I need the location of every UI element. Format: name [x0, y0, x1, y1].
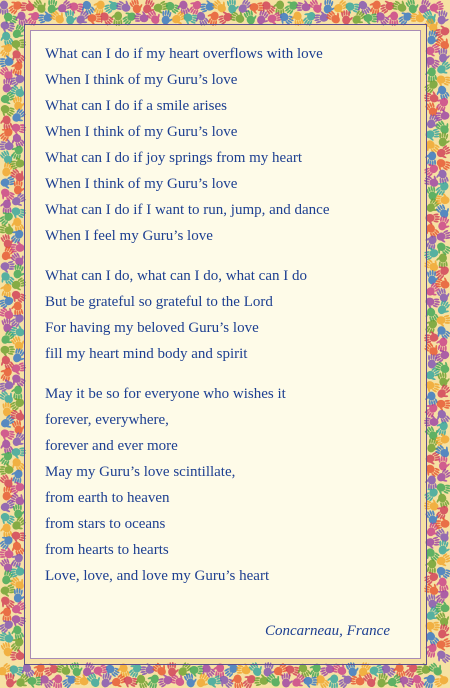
handprint-icon	[0, 0, 9, 14]
handprint-icon	[27, 676, 42, 688]
poem-location: Concarneau, France	[265, 623, 390, 639]
poem-line: forever and ever more	[45, 438, 178, 454]
handprint-icon	[425, 128, 441, 143]
stanza-2	[45, 263, 415, 367]
handprint-icon	[433, 648, 450, 666]
handprint-icon	[436, 399, 450, 412]
stanza-1	[45, 41, 415, 249]
handprint-icon	[0, 199, 12, 214]
handprint-icon	[436, 9, 450, 25]
poem-line: What can I do if joy springs from my heart	[45, 150, 303, 166]
handprint-icon	[420, 672, 437, 688]
poem-line: What can I do if a smile arises	[45, 98, 228, 114]
poem-line: from earth to heaven	[45, 490, 170, 506]
poem-line: When I think of my Guru’s love	[45, 124, 238, 140]
handprint-icon	[0, 462, 14, 475]
handprint-icon	[144, 672, 160, 688]
handprint-icon	[226, 0, 240, 14]
handprint-icon	[296, 0, 311, 12]
handprint-icon	[426, 213, 440, 225]
stanza-gap	[45, 249, 415, 263]
handprint-icon	[0, 345, 15, 358]
poem-line: Love, love, and love my Guru’s heart	[45, 568, 270, 584]
poem-line: forever, everywhere,	[45, 412, 169, 428]
poem-line: When I think of my Guru’s love	[45, 176, 238, 192]
stanza-gap	[45, 367, 415, 381]
handprint-icon	[0, 607, 12, 622]
poem-line: What can I do if I want to run, jump, and dance	[45, 202, 330, 218]
handprint-icon	[425, 536, 441, 550]
handprint-icon	[0, 282, 13, 298]
poem-line: When I feel my Guru’s love	[45, 228, 213, 244]
handprint-icon	[20, 0, 35, 12]
poem-line: What can I do, what can I do, what can I do	[45, 268, 307, 284]
poem-line: May it be so for everyone who wishes it	[45, 386, 286, 402]
handprint-icon	[0, 523, 13, 539]
poem-line: May my Guru’s love scintillate,	[45, 464, 236, 480]
poem-line: from stars to oceans	[45, 516, 166, 532]
handprint-icon	[0, 260, 16, 273]
handprint-icon	[438, 48, 450, 63]
poem-panel	[30, 30, 421, 659]
poem-body	[45, 41, 415, 589]
poem-line: fill my heart mind body and spirit	[45, 346, 248, 362]
poem-line: What can I do if my heart overflows with love	[45, 46, 323, 62]
poem-line: from hearts to hearts	[45, 542, 169, 558]
poem-line: For having my beloved Guru’s love	[45, 320, 259, 336]
handprint-icon	[303, 676, 318, 688]
stanza-3	[45, 381, 415, 589]
poem-line: But be grateful so grateful to the Lord	[45, 294, 273, 310]
poem-line: When I think of my Guru’s love	[45, 72, 238, 88]
handprint-icon	[438, 456, 450, 471]
handprint-icon	[425, 621, 440, 633]
